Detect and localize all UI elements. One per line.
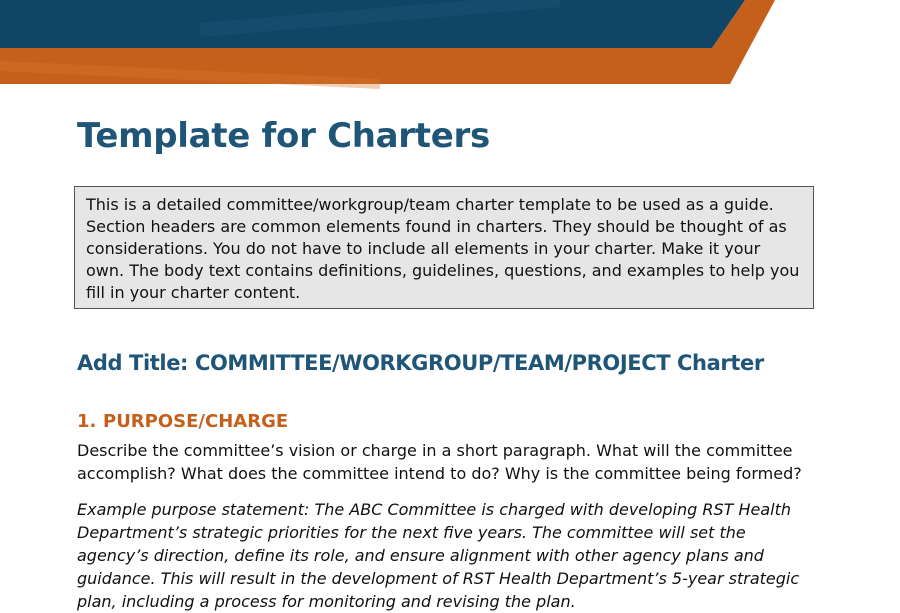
section-number: 1. bbox=[77, 411, 97, 432]
template-guidance-note: This is a detailed committee/workgroup/team charter template to be used as a guide. Section headers are common elements found in charters. They should be thought of as considerations. You do not have to include all elements in your charter. Make it your own. The body text contains definitions, guidelines, questions, and examples to help you fill in your charter content. bbox=[74, 186, 814, 309]
header-banner bbox=[0, 0, 900, 84]
section-heading-purpose-charge bbox=[77, 411, 288, 432]
section-heading-text: PURPOSE/CHARGE bbox=[103, 411, 289, 432]
example-purpose-statement: Example purpose statement: The ABC Committee is charged with developing RST Health Department’s strategic priorities for the next five years. The committee will set the agency’s direction, define its role, and ensure alignment with other agency plans and guidance. This will result in the development of RST Health Department’s 5-year strategic plan, including a process for monitoring and revising the plan. bbox=[77, 500, 800, 611]
charter-title-placeholder: Add Title: COMMITTEE/WORKGROUP/TEAM/PROJECT Charter bbox=[77, 351, 764, 375]
page-title: Template for Charters bbox=[77, 116, 490, 156]
banner-navy-band bbox=[0, 0, 745, 48]
section-body-text: Describe the committee’s vision or charge in a short paragraph. What will the committee accomplish? What does the committee intend to do? Why is the committee being formed? bbox=[77, 441, 802, 483]
